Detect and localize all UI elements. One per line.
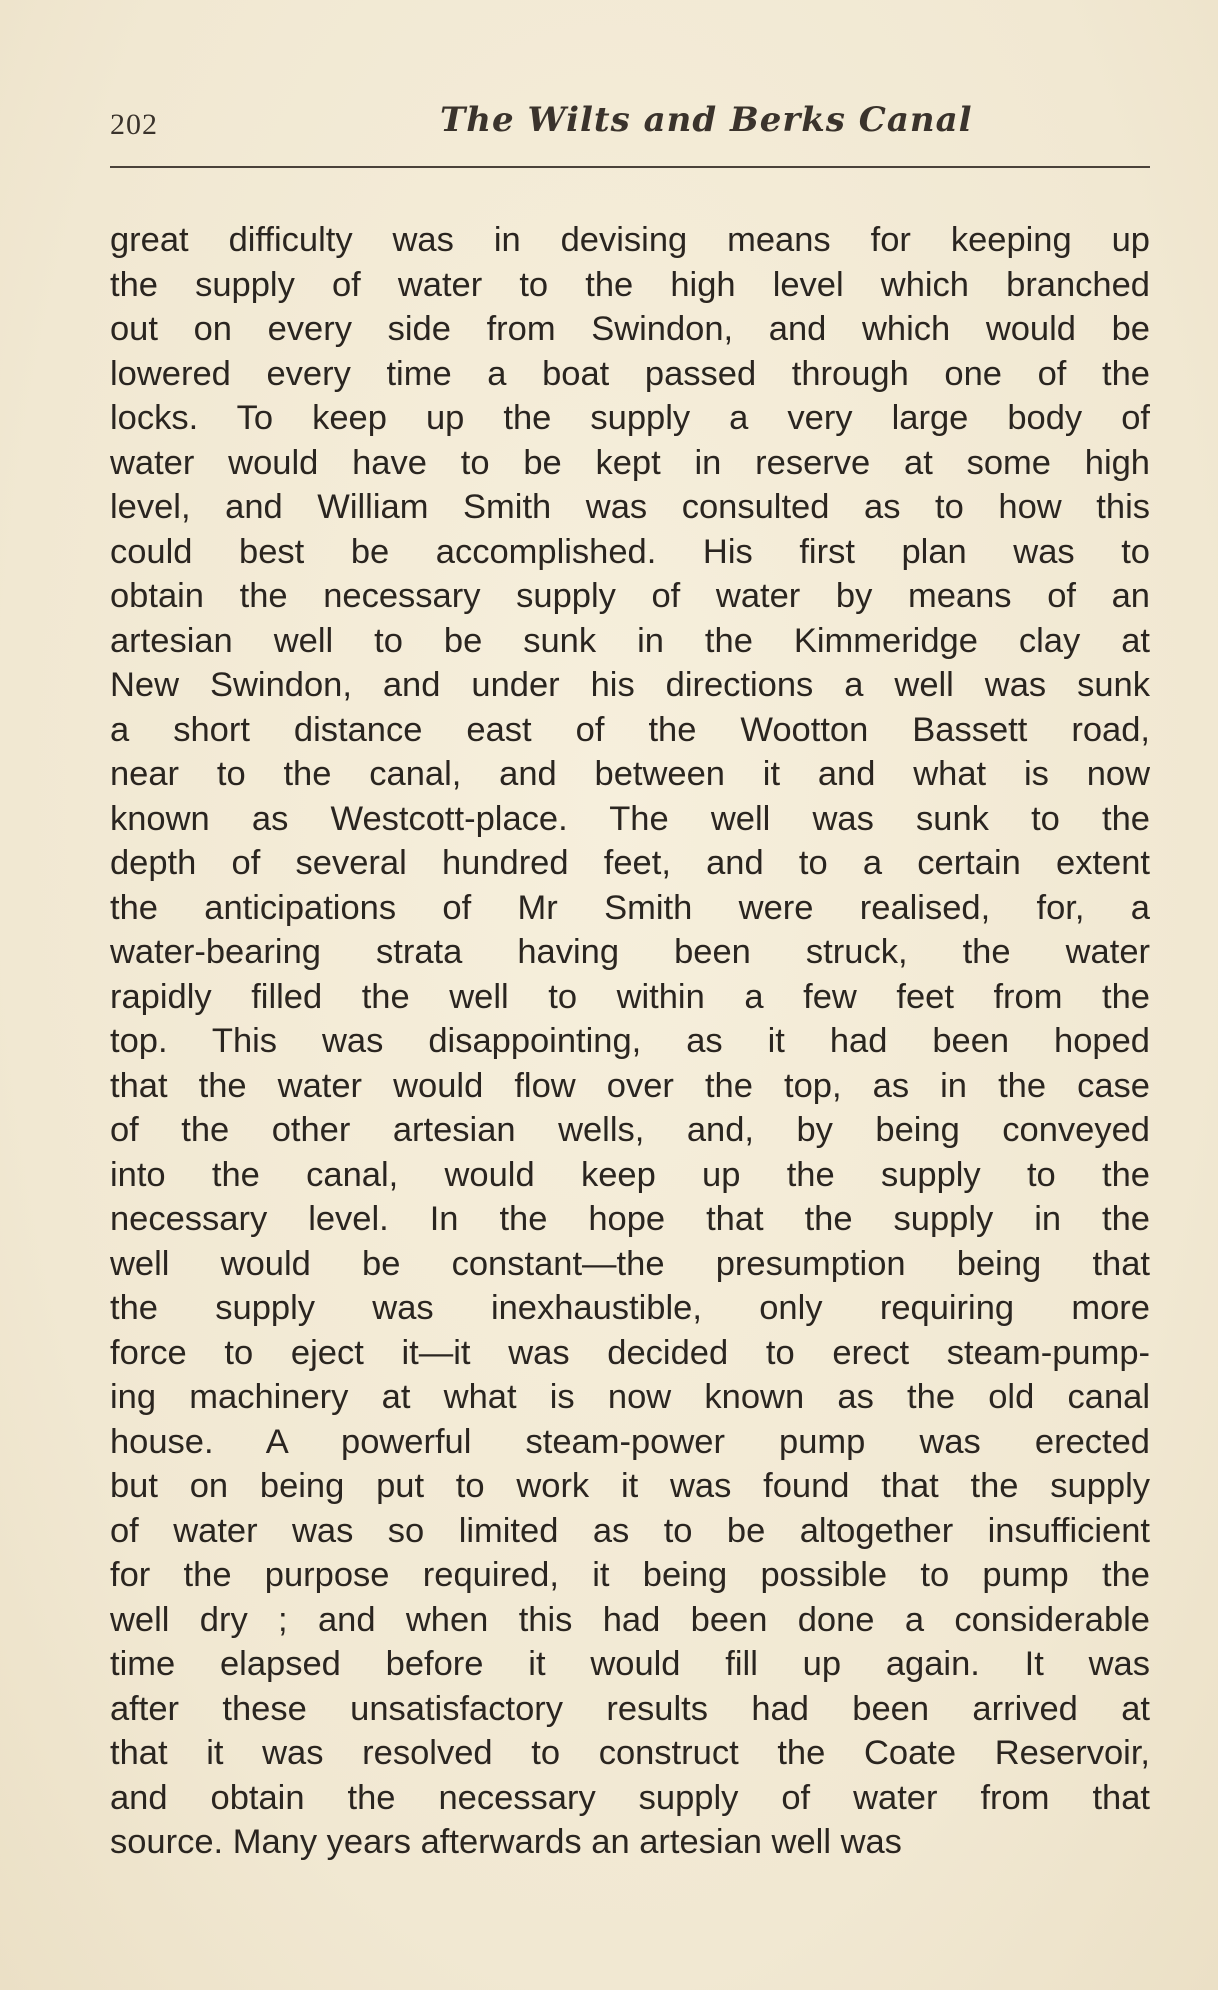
text-line: for the purpose required, it being possible to pump the bbox=[110, 1556, 1150, 1594]
text-line: the anticipations of Mr Smith were realised, for, a bbox=[110, 888, 1150, 927]
text-line: known as Westcott-place. The well was sunk to the bbox=[110, 799, 1150, 838]
text-line: water-bearing strata having been struck, the water bbox=[110, 933, 1150, 971]
text-line: rapidly filled the well to within a few feet from the bbox=[110, 977, 1150, 1016]
text-line: depth of several hundred feet, and to a certain extent bbox=[110, 844, 1150, 882]
text-line: but on being put to work it was found that the supply bbox=[110, 1467, 1150, 1505]
text-line: after these unsatisfactory results had been arrived at bbox=[110, 1689, 1150, 1728]
header-rule bbox=[110, 166, 1150, 168]
text-line: into the canal, would keep up the supply to the bbox=[110, 1155, 1150, 1194]
text-line: near to the canal, and between it and what is now bbox=[110, 755, 1150, 793]
text-line: that it was resolved to construct the Coate Reservoir, bbox=[110, 1734, 1150, 1772]
text-line: a short distance east of the Wootton Bassett road, bbox=[110, 710, 1150, 749]
text-line: top. This was disappointing, as it had been hoped bbox=[110, 1022, 1150, 1060]
text-line: that the water would flow over the top, as in the case bbox=[110, 1066, 1150, 1105]
text-line: force to eject it—it was decided to erect steam-pump- bbox=[110, 1333, 1150, 1372]
body-text bbox=[110, 218, 1150, 1865]
text-line: time elapsed before it would fill up again. It was bbox=[110, 1645, 1150, 1683]
text-line: the supply of water to the high level which branched bbox=[110, 265, 1150, 304]
text-line: well would be constant—the presumption being that bbox=[110, 1244, 1150, 1283]
text-line: New Swindon, and under his directions a well was sunk bbox=[110, 666, 1150, 704]
text-line: necessary level. In the hope that the supply in the bbox=[110, 1200, 1150, 1238]
text-line: could best be accomplished. His first plan was to bbox=[110, 532, 1150, 571]
running-title: The Wilts and Berks Canal bbox=[440, 100, 973, 140]
text-line: great difficulty was in devising means for keeping up bbox=[110, 221, 1150, 259]
text-line: and obtain the necessary supply of water from that bbox=[110, 1778, 1150, 1817]
text-line: the supply was inexhaustible, only requiring more bbox=[110, 1289, 1150, 1327]
text-line: out on every side from Swindon, and which would be bbox=[110, 310, 1150, 348]
text-line: ing machinery at what is now known as the old canal bbox=[110, 1378, 1150, 1416]
text-line: source. Many years afterwards an artesian well was bbox=[110, 1823, 902, 1861]
text-line: water would have to be kept in reserve at some high bbox=[110, 443, 1150, 482]
page-header bbox=[110, 100, 1150, 150]
text-line: well dry ; and when this had been done a considerable bbox=[110, 1600, 1150, 1639]
text-line: artesian well to be sunk in the Kimmeridge clay at bbox=[110, 621, 1150, 660]
text-line: obtain the necessary supply of water by means of an bbox=[110, 577, 1150, 615]
text-line: house. A powerful steam-power pump was erected bbox=[110, 1422, 1150, 1461]
page-number: 202 bbox=[110, 108, 158, 141]
text-line: of the other artesian wells, and, by being conveyed bbox=[110, 1111, 1150, 1149]
text-line: lowered every time a boat passed through one of the bbox=[110, 354, 1150, 393]
text-line: level, and William Smith was consulted as to how this bbox=[110, 488, 1150, 526]
text-line: locks. To keep up the supply a very large body of bbox=[110, 399, 1150, 437]
text-line: of water was so limited as to be altogether insufficient bbox=[110, 1511, 1150, 1550]
